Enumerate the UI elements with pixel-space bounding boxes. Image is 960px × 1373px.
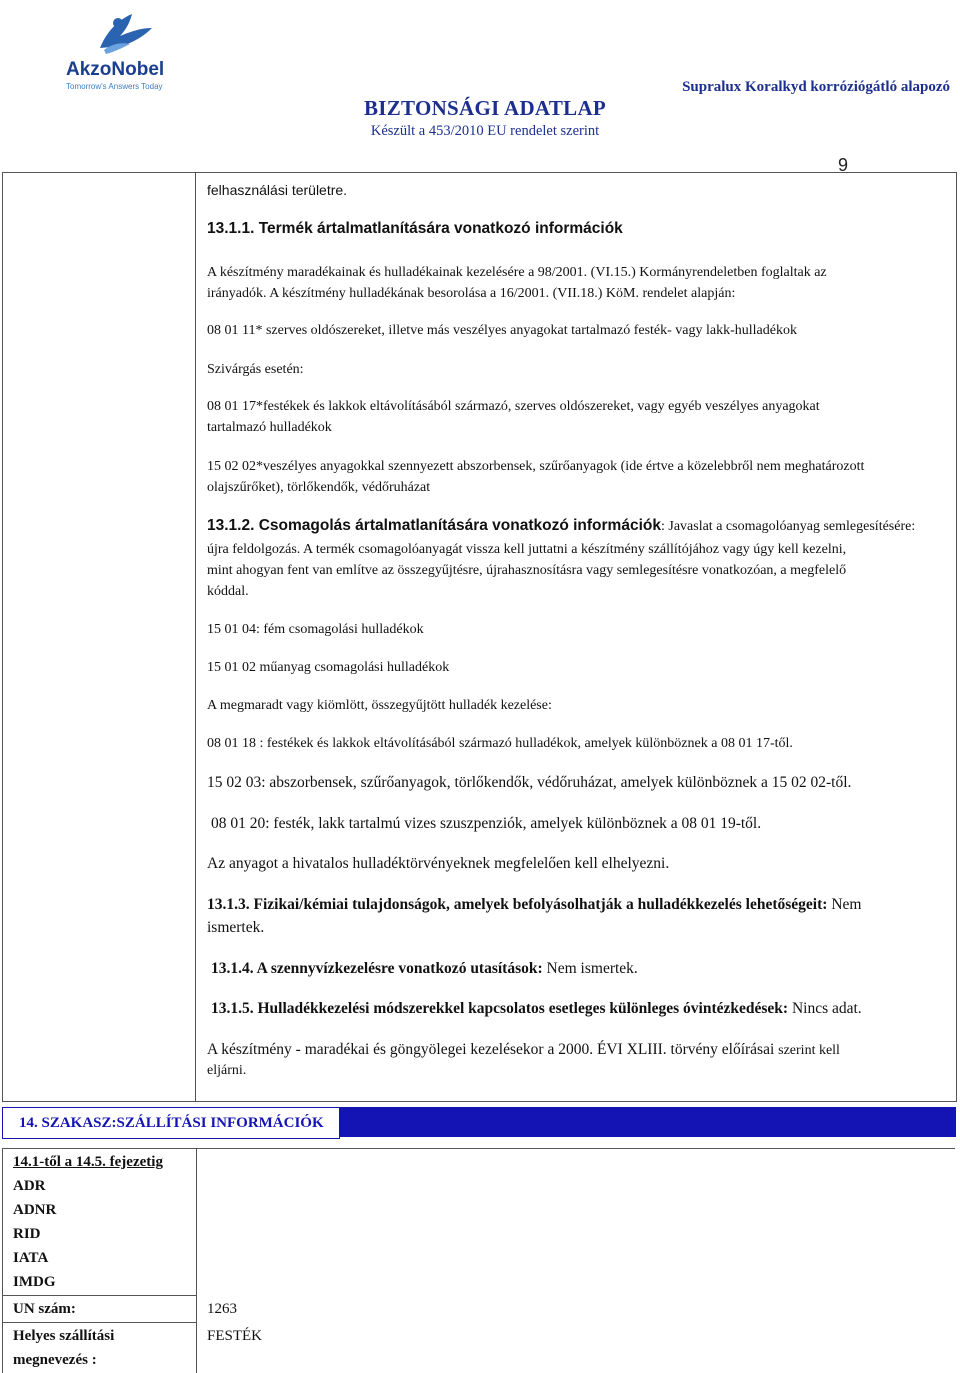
heading-13-1-5: 13.1.5. Hulladékkezelési módszerekkel kapcsolatos esetleges különleges óvintézkedések: xyxy=(211,1000,788,1017)
un-number-label: UN szám: xyxy=(3,1296,197,1323)
akzonobel-logo xyxy=(60,8,190,98)
spill-label: A megmaradt vagy kiömlött, összegyűjtött hulladék kezelése: xyxy=(207,695,552,716)
law-line-2: eljárni. xyxy=(207,1060,246,1081)
paragraph-13-1-5 xyxy=(211,997,862,1020)
reg-imdg: IMDG xyxy=(13,1270,196,1294)
paragraph-13-1-4 xyxy=(211,957,638,980)
section14-title-box xyxy=(2,1107,340,1139)
value-13-1-4: Nem ismertek. xyxy=(547,960,638,977)
law-line-1 xyxy=(207,1038,840,1062)
paragraph-13-1-2-line4: kóddal. xyxy=(207,581,249,602)
paragraph-13-1-2-line3: mint ahogyan fent van említve az összegyűjtésre, újrahasznosításra vagy semlegesítésre vonatkozóan, a megfelelő xyxy=(207,560,846,581)
logo-tagline: Tomorrow's Answers Today xyxy=(66,82,163,91)
waste-code-080111: 08 01 11* szerves oldószereket, illetve más veszélyes anyagokat tartalmazó festék- vagy lakk-hulladékok xyxy=(207,320,797,341)
document-subtitle: Készült a 453/2010 EU rendelet szerint xyxy=(330,123,640,140)
section13-column-divider xyxy=(195,172,196,1102)
table-row xyxy=(3,1323,956,1373)
paragraph-13-1-2-line2: újra feldolgozás. A termék csomagolóanyagát vissza kell juttatni a készítmény szállítójához vagy úgy kell kezelni, xyxy=(207,539,846,560)
value-13-1-5: Nincs adat. xyxy=(792,1000,862,1017)
law-text-1b: szerint kell xyxy=(778,1043,840,1058)
law-text-1: A készítmény - maradékai és göngyölegei kezelésekor a 2000. ÉVI XLIII. törvény előírásai xyxy=(207,1041,774,1058)
waste-code-150102: 15 01 02 műanyag csomagolási hulladékok xyxy=(207,657,449,678)
intro-line-1: A készítmény maradékainak és hulladékainak kezelésére a 98/2001. (VI.15.) Kormányrendeletben foglaltak az xyxy=(207,262,827,283)
heading-13-1-3: 13.1.3. Fizikai/kémiai tulajdonságok, amelyek befolyásolhatják a hulladékkezelés lehetőségeit: xyxy=(207,896,827,913)
waste-code-080118: 08 01 18 : festékek és lakkok eltávolításából származó hulladékok, amelyek különböznek a 08 01 17-től. xyxy=(207,733,793,754)
waste-code-080117-line1: 08 01 17*festékek és lakkok eltávolításából származó, szerves oldószereket, vagy egyéb veszélyes anyagokat xyxy=(207,396,820,417)
heading-13-1-1: 13.1.1. Termék ártalmatlanítására vonatkozó információk xyxy=(207,220,623,238)
logo-text: AkzoNobel xyxy=(66,59,164,80)
paragraph-13-1-2-line1 xyxy=(207,515,915,537)
reg-iata: IATA xyxy=(13,1246,196,1270)
chapters-label: 14.1-től a 14.5. fejezetig xyxy=(13,1150,196,1174)
table-row xyxy=(3,1149,956,1296)
shipping-name-value: FESTÉK xyxy=(197,1323,956,1373)
page-number: 9 xyxy=(838,155,848,176)
regulations-value-cell xyxy=(197,1149,956,1296)
section14-title: 14. SZAKASZ:SZÁLLÍTÁSI INFORMÁCIÓK xyxy=(19,1115,324,1131)
waste-code-150203: 15 02 03: abszorbensek, szűrőanyagok, törlőkendők, védőruházat, amelyek különböznek a 15 02 02-től. xyxy=(207,771,851,794)
left-cell-text: felhasználási területre. xyxy=(207,180,347,201)
reg-rid: RID xyxy=(13,1222,196,1246)
value-13-1-3-b: ismertek. xyxy=(207,916,264,939)
shipping-name-label-2: megnevezés : xyxy=(13,1348,196,1372)
shipping-name-label-cell xyxy=(3,1323,197,1373)
un-number-value: 1263 xyxy=(197,1296,956,1323)
shipping-name-label-1: Helyes szállítási xyxy=(13,1324,196,1348)
regulations-cell xyxy=(3,1149,197,1296)
waste-code-150202-line2: olajszűrőket), törlőkendők, védőruházat xyxy=(207,477,430,498)
paragraph-13-1-3 xyxy=(207,893,861,916)
value-13-1-3-a: Nem xyxy=(831,896,861,913)
heading-13-1-2: 13.1.2. Csomagolás ártalmatlanítására vonatkozó információk xyxy=(207,517,661,534)
reg-adr: ADR xyxy=(13,1174,196,1198)
disposal-note: Az anyagot a hivatalos hulladéktörvényeknek megfelelően kell elhelyezni. xyxy=(207,852,669,875)
paragraph-13-1-2-intro: : Javaslat a csomagolóanyag semlegesítésére: xyxy=(661,519,915,534)
waste-code-150202-line1: 15 02 02*veszélyes anyagokkal szennyezett abszorbensek, szűrőanyagok (ide értve a közelebbről nem meghatározott xyxy=(207,456,864,477)
transport-info-table xyxy=(2,1148,955,1373)
waste-code-150104: 15 01 04: fém csomagolási hulladékok xyxy=(207,619,424,640)
reg-adnr: ADNR xyxy=(13,1198,196,1222)
intro-line-2: irányadók. A készítmény hulladékának besorolása a 16/2001. (VII.18.) KöM. rendelet alapján: xyxy=(207,283,735,304)
product-name: Supralux Koralkyd korróziógátló alapozó xyxy=(682,79,950,96)
document-title: BIZTONSÁGI ADATLAP xyxy=(330,96,640,121)
leak-label: Szivárgás esetén: xyxy=(207,359,304,380)
heading-13-1-4: 13.1.4. A szennyvízkezelésre vonatkozó utasítások: xyxy=(211,960,543,977)
table-row xyxy=(3,1296,956,1323)
waste-code-080117-line2: tartalmazó hulladékok xyxy=(207,417,332,438)
waste-code-080120: 08 01 20: festék, lakk tartalmú vizes szuszpenziók, amelyek különböznek a 08 01 19-től. xyxy=(211,812,761,835)
